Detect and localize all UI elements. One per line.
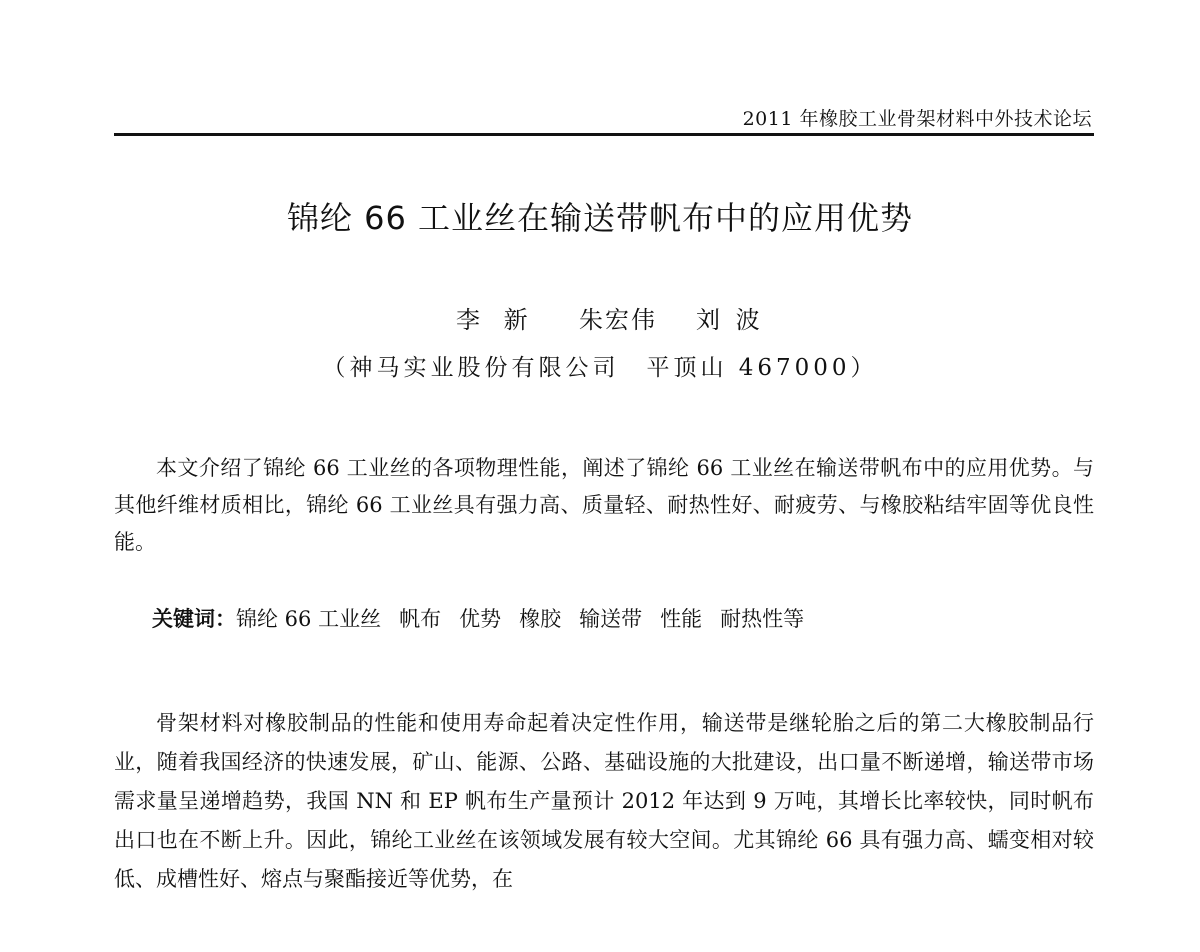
- affiliation: （神马实业股份有限公司 平顶山 467000）: [322, 355, 878, 381]
- author-3: 刘 波: [696, 306, 764, 334]
- author-2: 朱宏伟: [579, 306, 657, 334]
- keywords-line: [152, 603, 822, 633]
- paper-title: 锦纶 66 工业丝在输送带帆布中的应用优势: [286, 199, 914, 237]
- header-rule: [114, 133, 1094, 136]
- keyword-item: 耐热性等: [720, 607, 805, 631]
- keyword-item: 锦纶 66 工业丝: [236, 607, 382, 631]
- author-list: [456, 300, 764, 335]
- keywords-label: 关键词：: [152, 606, 236, 631]
- keyword-item: 性能: [660, 607, 703, 631]
- author-1: 李 新: [456, 306, 536, 334]
- keyword-item: 输送带: [579, 607, 643, 631]
- keyword-item: 优势: [459, 607, 502, 631]
- abstract-paragraph: 本文介绍了锦纶 66 工业丝的各项物理性能，阐述了锦纶 66 工业丝在输送带帆布中的应用优势。与其他纤维材质相比，锦纶 66 工业丝具有强力高、质量轻、耐热性好、耐疲劳、与橡胶粘结牢固等优良性能。: [114, 456, 1094, 554]
- running-header: 2011 年橡胶工业骨架材料中外技术论坛: [742, 108, 1092, 130]
- body-paragraph: 骨架材料对橡胶制品的性能和使用寿命起着决定性作用，输送带是继轮胎之后的第二大橡胶制品行业，随着我国经济的快速发展，矿山、能源、公路、基础设施的大批建设，出口量不断递增，输送带市场需求量呈递增趋势，我国 NN 和 EP 帆布生产量预计 2012 年达到 9 万吨，其增长比率较快，同时帆布出口也在不断上升。因此，锦纶工业丝在该领域发展有较大空间。尤其锦纶 66 具有强力高、蠕变相对较低、成槽性好、熔点与聚酯接近等优势，在: [114, 711, 1094, 891]
- keyword-item: 橡胶: [519, 607, 562, 631]
- keyword-item: 帆布: [399, 607, 442, 631]
